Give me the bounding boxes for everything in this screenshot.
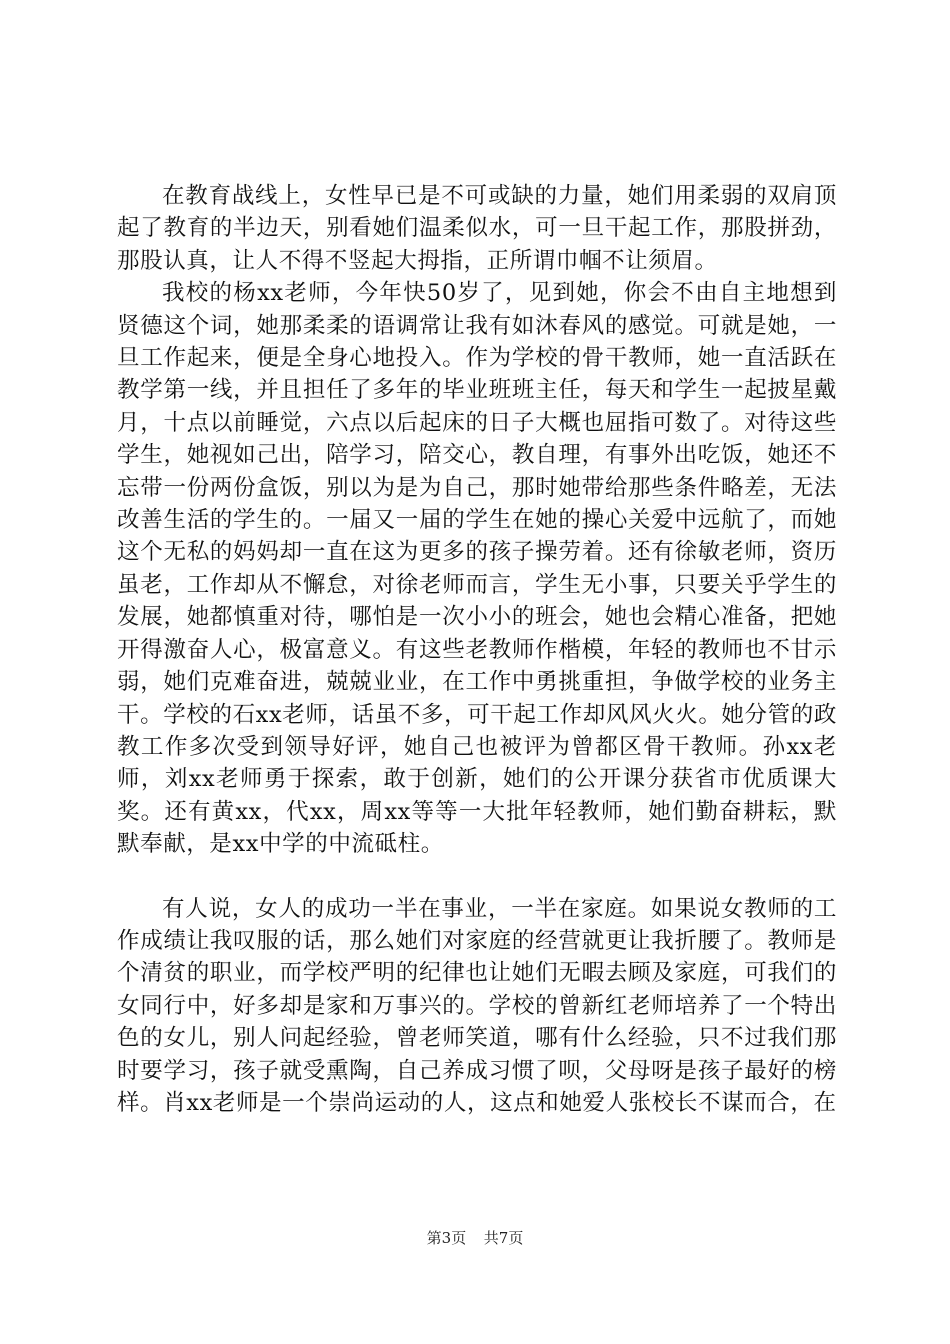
document-body [117,180,837,1119]
paragraph-intro: 在教育战线上，女性早已是不可或缺的力量，她们用柔弱的双肩顶起了教育的半边天，别看她们温柔似水，可一旦干起工作，那股拼劲，那股认真，让人不得不竖起大拇指，正所谓巾帼不让须眉。 [117,183,837,274]
page-total: 共7页 [483,1229,524,1247]
paragraph-teachers: 我校的杨xx老师，今年快50岁了，见到她，你会不由自主地想到贤德这个词，她那柔柔的语调常让我有如沐春风的感觉。可就是她，一旦工作起来，便是全身心地投入。作为学校的骨干教师，她一直活跃在教学第一线，并且担任了多年的毕业班班主任，每天和学生一起披星戴月，十点以前睡觉，六点以后起床的日子大概也屈指可数了。对待这些学生，她视如己出，陪学习，陪交心，教自理，有事外出吃饭，她还不忘带一份两份盒饭，别以为是为自己，那时她带给那些条件略差，无法改善生活的学生的。一届又一届的学生在她的操心关爱中远航了，而她这个无私的妈妈却一直在这为更多的孩子操劳着。还有徐敏老师，资历虽老，工作却从不懈怠，对徐老师而言，学生无小事，只要关乎学生的发展，她都慎重对待，哪怕是一次小小的班会，她也会精心准备，把她开得激奋人心，极富意义。有这些老教师作楷模，年轻的教师也不甘示弱，她们克难奋进，兢兢业业，在工作中勇挑重担，争做学校的业务主干。学校的石xx老师，话虽不多，可干起工作却风风火火。她分管的政教工作多次受到领导好评，她自己也被评为曾都区骨干教师。孙xx老师，刘xx老师勇于探索，敢于创新，她们的公开课分获省市优质课大奖。还有黄xx，代xx，周xx等等一大批年轻教师，她们勤奋耕耘，默默奉献，是xx中学的中流砥柱。 [117,280,837,858]
page-number: 第3页 [426,1229,467,1247]
page-footer [0,1228,950,1248]
paragraph-family: 有人说，女人的成功一半在事业，一半在家庭。如果说女教师的工作成绩让我叹服的话，那么她们对家庭的经营就更让我折腰了。教师是个清贫的职业，而学校严明的纪律也让她们无暇去顾及家庭，可我们的女同行中，好多却是家和万事兴的。学校的曾新红老师培养了一个特出色的女儿，别人问起经验，曾老师笑道，哪有什么经验，只不过我们那时要学习，孩子就受熏陶，自己养成习惯了呗，父母呀是孩子最好的榜样。肖xx老师是一个崇尚运动的人，这点和她爱人张校长不谋而合，在 [117,895,837,1116]
